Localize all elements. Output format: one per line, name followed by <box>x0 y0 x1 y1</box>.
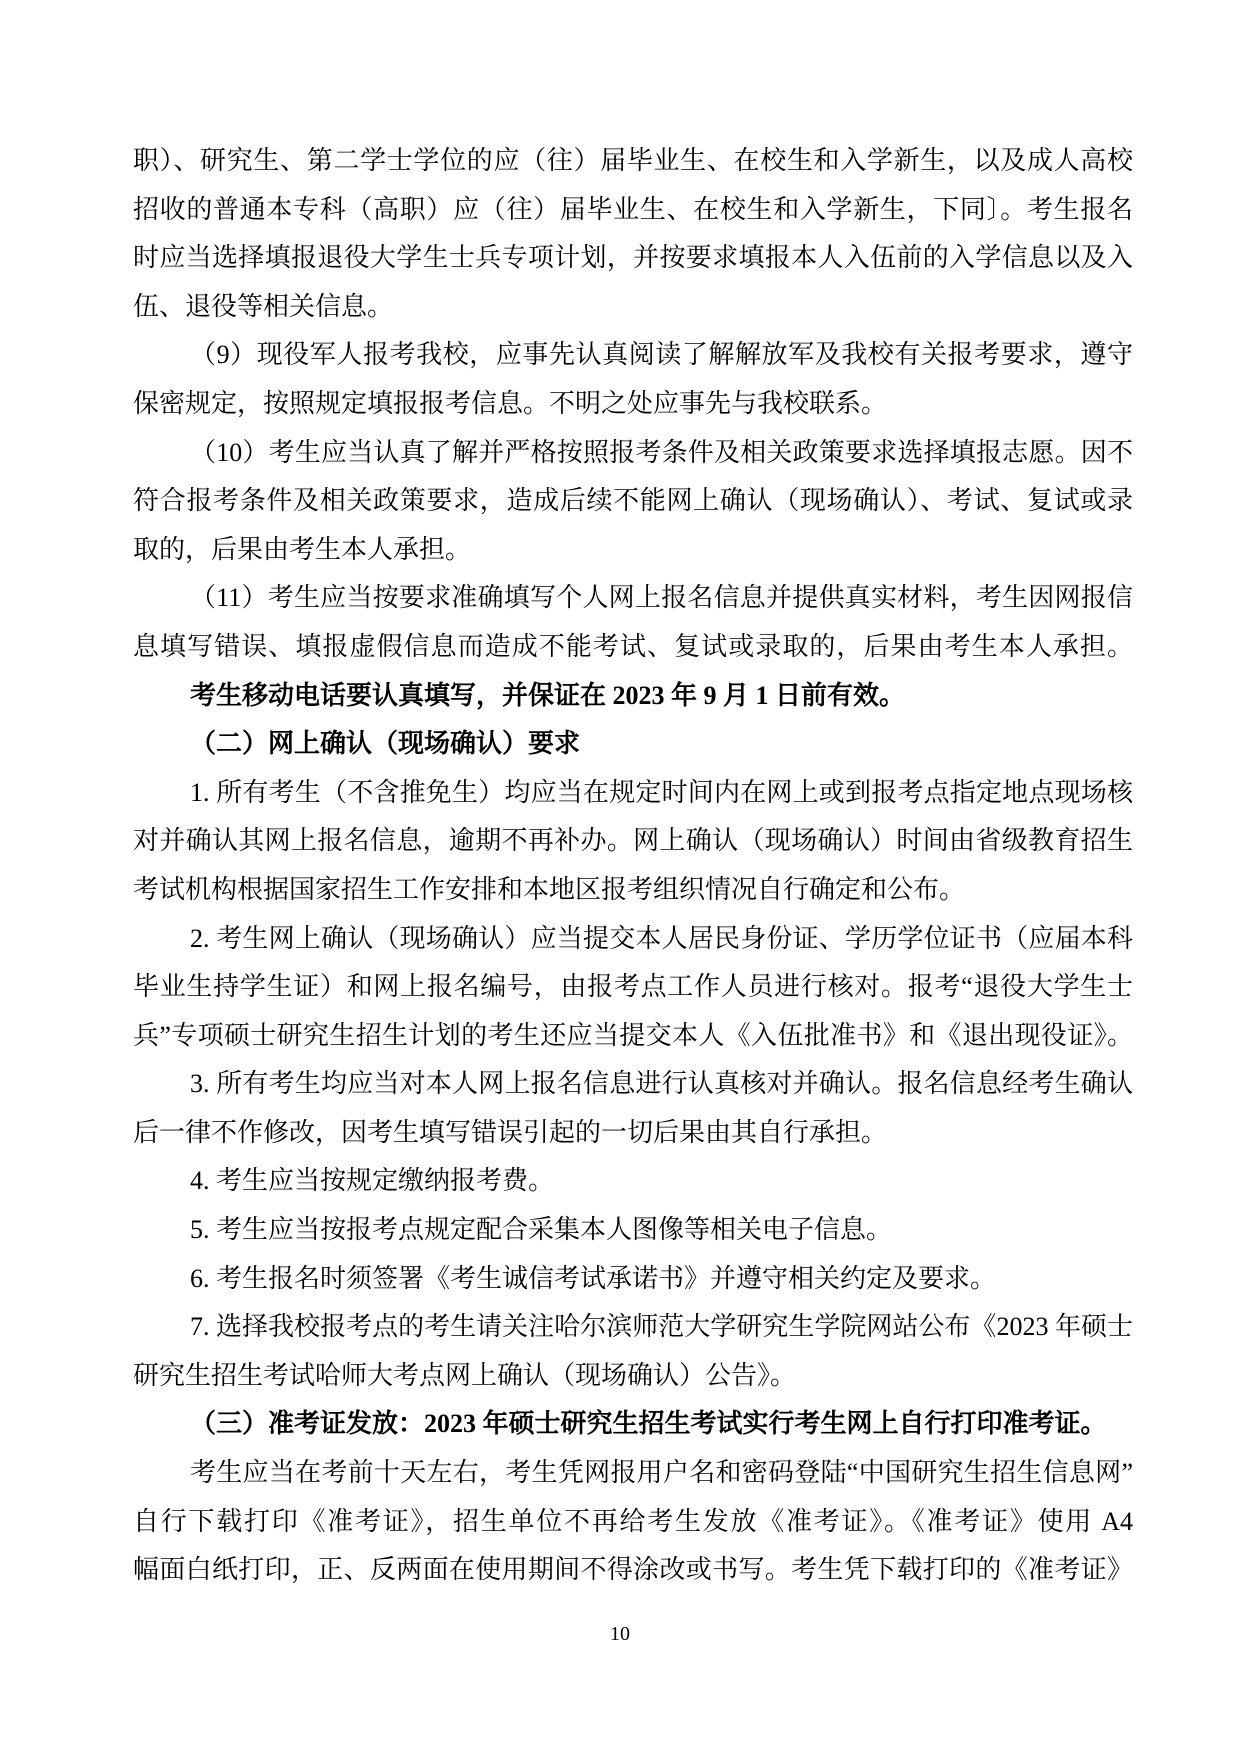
text-line: 伍、退役等相关信息。 <box>133 291 394 321</box>
text-line: 对并确认其网上报名信息，逾期不再补办。网上确认（现场确认）时间由省级教育招生 <box>133 826 1133 856</box>
section-heading-2: （二）网上确认（现场确认）要求 <box>190 729 581 759</box>
bold-note-line: 考生移动电话要认真填写，并保证在 2023 年 9 月 1 日前有效。 <box>190 680 906 710</box>
text-line: 考试机构根据国家招生工作安排和本地区报考组织情况自行确定和公布。 <box>133 874 966 904</box>
text-line: 2. 考生网上确认（现场确认）应当提交本人居民身份证、学历学位证书（应届本科 <box>190 923 1133 953</box>
text-line: 考生应当在考前十天左右，考生凭网报用户名和密码登陆“中国研究生招生信息网” <box>190 1458 1133 1488</box>
text-line: 5. 考生应当按报考点规定配合采集本人图像等相关电子信息。 <box>190 1215 893 1245</box>
text-line: 招收的普通本专科（高职）应（往）届毕业生、在校生和入学新生，下同〕。考生报名 <box>133 194 1133 224</box>
text-line: 6. 考生报名时须签署《考生诚信考试承诺书》并遵守相关约定及要求。 <box>190 1263 997 1293</box>
text-line: （10）考生应当认真了解并严格按照报考条件及相关政策要求选择填报志愿。因不 <box>190 437 1133 467</box>
text-line: 职）、研究生、第二学士学位的应（往）届毕业生、在校生和入学新生，以及成人高校 <box>133 146 1133 175</box>
text-line: 保密规定，按照规定填报报考信息。不明之处应事先与我校联系。 <box>133 388 888 418</box>
text-line: 息填写错误、填报虚假信息而造成不能考试、复试或录取的，后果由考生本人承担。 <box>133 631 1133 661</box>
text-line: 取的，后果由考生本人承担。 <box>133 534 472 564</box>
text-line: 兵”专项硕士研究生招生计划的考生还应当提交本人《入伍批准书》和《退出现役证》。 <box>133 1020 1133 1050</box>
text-line: 符合报考条件及相关政策要求，造成后续不能网上确认（现场确认）、考试、复试或录 <box>133 486 1133 516</box>
text-line: 幅面白纸打印，正、反两面在使用期间不得涂改或书写。考生凭下载打印的《准考证》 <box>133 1555 1133 1585</box>
text-line: （11）考生应当按要求准确填写个人网上报名信息并提供真实材料，考生因网报信 <box>190 583 1133 613</box>
text-line: 时应当选择填报退役大学生士兵专项计划，并按要求填报本人入伍前的入学信息以及入 <box>133 243 1133 273</box>
document-text-block <box>133 137 1133 1595</box>
text-line: 研究生招生考试哈师大考点网上确认（现场确认）公告》。 <box>133 1360 797 1390</box>
text-line: 自行下载打印《准考证》，招生单位不再给考生发放《准考证》。《准考证》使用 A4 <box>133 1506 1133 1536</box>
text-line: 7. 选择我校报考点的考生请关注哈尔滨师范大学研究生学院网站公布《2023 年硕士 <box>190 1312 1133 1342</box>
text-line: 4. 考生应当按规定缴纳报考费。 <box>190 1166 555 1196</box>
page-number: 10 <box>610 1623 630 1645</box>
text-line: 毕业生持学生证）和网上报名编号，由报考点工作人员进行核对。报考“退役大学生士 <box>133 972 1133 1002</box>
text-line: 3. 所有考生均应当对本人网上报名信息进行认真核对并确认。报名信息经考生确认 <box>190 1069 1133 1099</box>
section-heading-3: （三）准考证发放：2023 年硕士研究生招生考试实行考生网上自行打印准考证。 <box>190 1409 1107 1439</box>
text-line: （9）现役军人报考我校，应事先认真阅读了解解放军及我校有关报考要求，遵守 <box>190 340 1133 370</box>
text-line: 1. 所有考生（不含推免生）均应当在规定时间内在网上或到报考点指定地点现场核 <box>190 777 1133 807</box>
text-line: 后一律不作修改，因考生填写错误引起的一切后果由其自行承担。 <box>133 1117 888 1147</box>
